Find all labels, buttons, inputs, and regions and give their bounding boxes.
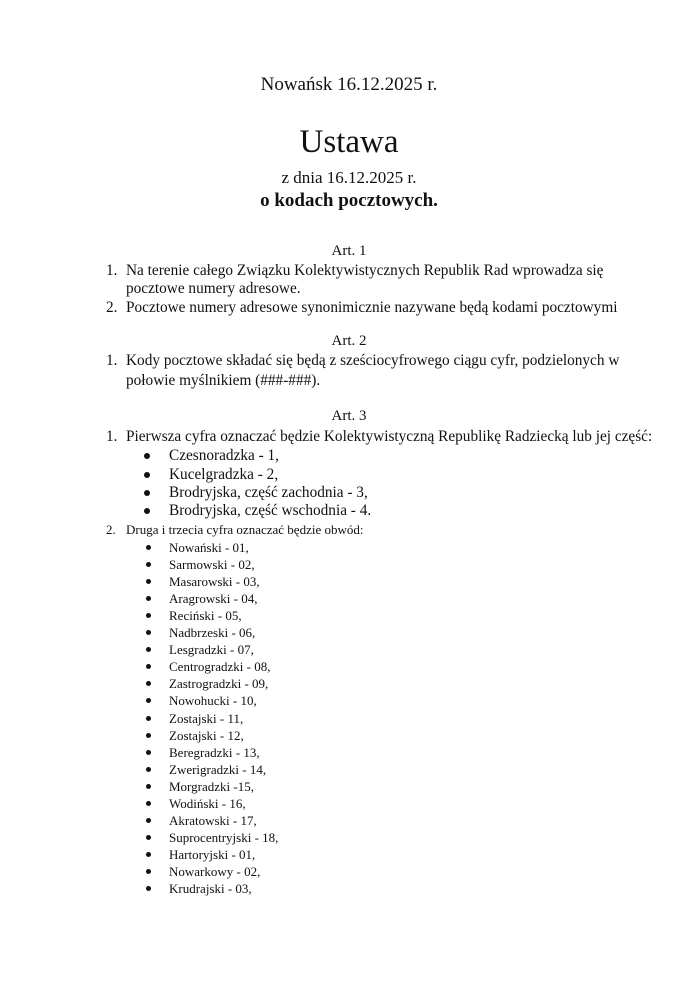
- bullet-icon: [146, 545, 151, 550]
- document-page: Nowańsk 16.12.2025 r. Ustawa z dnia 16.12.2025 r. o kodach pocztowych. Art. 1 1. Na terenie całego Związku Kolektywistycznych Republik Rad wprowadza się pocztowe numery adresowe. 2. Pocztowe numery adresowe synonimicznie nazywane będą kodami pocztowymi Art. 2 1. Kody pocztowe składać się będą z sześciocyfrowego ciągu cyfr, podzielonych w połowie myślnikiem (###-###). Art. 3 1. Pierwsza cyfra oznaczać będzie Kolektywistyczną Republikę Radziecką lub jej część: Czesnoradzka - 1, Kucelgradzka - 2, Brodryjska, część zachodnia - 3, Brodryjska, część wschodnia - 4. 2. Druga i trzecia cyfra oznaczać będzie obwód: Nowański - 01, Sarmowski - 02, Masarowski - 03, Aragrowski - 04, Reciński - 05, Nadbrzeski - 06, Lesgradzki - 07, Centrogradzki - 08, Zastrogradzki - 09, Nowohucki - 10, Zostajski - 11, Zostajski - 12, Beregradzki - 13, Zwerigradzki - 14, Morgradzki -15, Wodiński - 16, Akratowski - 17, Suprocentryjski - 18, Hartoryjski - 01, Nowarkowy - 02, Krudrajski - 03,: [0, 0, 698, 986]
- bullet-icon: [146, 664, 151, 669]
- bullet-icon: [146, 562, 151, 567]
- bullet-icon: [146, 869, 151, 874]
- bullet-icon: [146, 716, 151, 721]
- bullet-icon: [146, 733, 151, 738]
- item-text: Pierwsza cyfra oznaczać będzie Kolektywistyczną Republikę Radziecką lub jej część:: [126, 428, 653, 445]
- bullet-icon: [146, 750, 151, 755]
- district-name: Zastrogradzki - 09,: [169, 676, 269, 692]
- bullet-icon: [146, 647, 151, 652]
- district-name: Reciński - 05,: [169, 608, 242, 624]
- district-name: Sarmowski - 02,: [169, 557, 255, 573]
- item-number: 1.: [106, 352, 118, 369]
- item-text: Druga i trzecia cyfra oznaczać będzie obwód:: [126, 522, 364, 537]
- bullet-icon: [146, 784, 151, 789]
- item-text: Pocztowe numery adresowe synonimicznie nazywane będą kodami pocztowymi: [126, 299, 618, 316]
- bullet-icon: [146, 681, 151, 686]
- district-name: Hartoryjski - 01,: [169, 846, 256, 862]
- district-name: Wodiński - 16,: [169, 795, 246, 811]
- bullet-icon: [146, 835, 151, 840]
- document-subject: o kodach pocztowych.: [260, 190, 438, 211]
- district-name: Akratowski - 17,: [169, 812, 257, 828]
- district-name: Lesgradzki - 07,: [169, 642, 254, 658]
- bullet-icon: [146, 698, 151, 703]
- district-name: Zostajski - 11,: [169, 710, 244, 726]
- district-name: Nowohucki - 10,: [169, 693, 257, 709]
- item-number: 1.: [106, 262, 118, 279]
- bullet-icon: [146, 630, 151, 635]
- bullet-icon: [146, 596, 151, 601]
- district-name: Centrogradzki - 08,: [169, 659, 271, 675]
- bullet-icon: [144, 508, 150, 514]
- article-3-heading: Art. 3: [331, 408, 367, 424]
- bullet-icon: [146, 579, 151, 584]
- bullet-icon: [146, 767, 151, 772]
- item-number: 1.: [106, 428, 118, 445]
- document-date: z dnia 16.12.2025 r.: [281, 168, 417, 187]
- district-name: Morgradzki -15,: [169, 778, 254, 794]
- bullet-icon: [146, 886, 151, 891]
- bullet-icon: [146, 818, 151, 823]
- bullet-icon: [146, 801, 151, 806]
- item-text: pocztowe numery adresowe.: [126, 280, 301, 297]
- district-name: Krudrajski - 03,: [169, 881, 252, 896]
- item-number: 2.: [106, 522, 116, 537]
- item-number: 2.: [106, 299, 118, 316]
- district-name: Zwerigradzki - 14,: [169, 761, 267, 777]
- place-date: Nowańsk 16.12.2025 r.: [260, 74, 438, 95]
- district-name: Beregradzki - 13,: [169, 744, 260, 760]
- bullet-icon: [146, 613, 151, 618]
- district-name: Aragrowski - 04,: [169, 591, 258, 607]
- bullet-icon: [144, 490, 150, 496]
- district-name: Nadbrzeski - 06,: [169, 625, 256, 641]
- item-text: połowie myślnikiem (###-###).: [126, 372, 321, 389]
- bullet-icon: [146, 852, 151, 857]
- bullet-icon: [144, 453, 150, 459]
- article-2-heading: Art. 2: [331, 333, 367, 349]
- district-name: Zostajski - 12,: [169, 727, 244, 743]
- bullet-icon: [144, 472, 150, 478]
- item-text: Kody pocztowe składać się będą z sześciocyfrowego ciągu cyfr, podzielonych w: [126, 352, 620, 369]
- district-name: Suprocentryjski - 18,: [169, 829, 279, 845]
- document-title: Ustawa: [299, 124, 399, 160]
- article-1-heading: Art. 1: [331, 243, 367, 259]
- district-name: Nowarkowy - 02,: [169, 863, 261, 879]
- item-text: Na terenie całego Związku Kolektywistycznych Republik Rad wprowadza się: [126, 262, 604, 279]
- district-name: Nowański - 01,: [169, 540, 249, 555]
- district-name: Masarowski - 03,: [169, 574, 260, 590]
